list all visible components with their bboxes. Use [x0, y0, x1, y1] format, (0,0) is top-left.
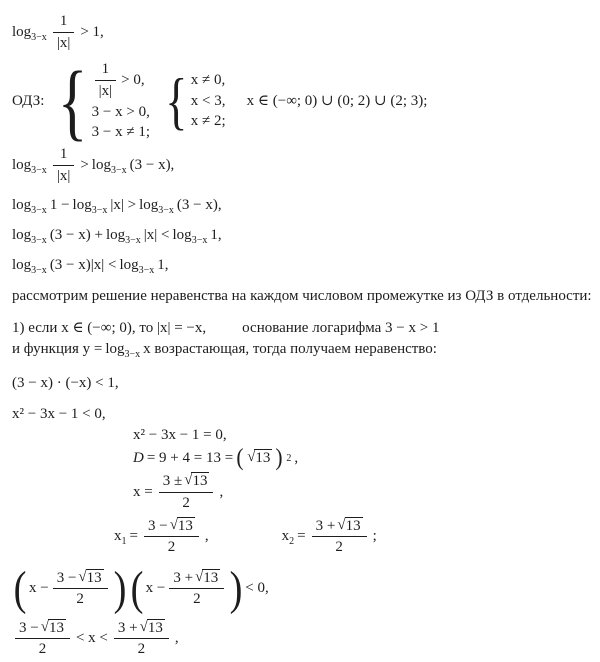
condition-row: 3 − x ≠ 1; — [91, 124, 151, 141]
fraction — [53, 569, 108, 610]
denominator: 2 — [169, 588, 224, 609]
numerator: 3 + √ 13 — [173, 568, 219, 586]
log-base: 3−x — [191, 234, 208, 246]
condition-row — [92, 60, 150, 101]
denominator: 2 — [114, 638, 169, 659]
argument: (3 − x), — [129, 156, 175, 173]
domain-conditions-row — [12, 53, 594, 149]
denominator: |x| — [53, 165, 75, 186]
log-base: 3−x — [31, 164, 47, 176]
log-term: $\log_{3-x}$ — [105, 226, 141, 246]
radical-sign: √ — [78, 568, 87, 585]
log-term: $\log_{3-x}$ — [172, 226, 208, 246]
numerator: 3 − √ 13 — [56, 568, 102, 586]
log-term: $\log_{3-x}$ — [12, 226, 47, 246]
log-difference-step: $\log_{3-x}$ 1 − $\log_{3-x}$ |x| > $\log_{3-x}$ (3 − x), — [12, 197, 222, 216]
sqrt — [78, 569, 103, 587]
case1-inequality: (3 − x) · (−x) < 1, — [12, 374, 119, 391]
fraction — [53, 145, 75, 186]
log-base: 3−x — [31, 264, 47, 276]
log-base: 3−x — [124, 348, 141, 360]
discriminant-symbol: D — [133, 450, 144, 467]
log-sum-step: $\log_{3-x}$ (3 − x) + $\log_{3-x}$ |x| < $\log_{3-x}$ 1, — [12, 226, 222, 246]
log-term: $\log_{3-x}$ — [105, 340, 141, 360]
paren-delimiter-left: ( — [130, 562, 144, 616]
log-term: $\log_{3-x}$ — [139, 197, 174, 216]
sqrt — [170, 517, 195, 535]
index: 2 — [289, 536, 295, 548]
quadratic-equation: x² − 3x − 1 = 0, — [133, 427, 227, 443]
radicand: 13 — [177, 517, 193, 534]
log-base: 3−x — [158, 205, 174, 216]
sqrt — [140, 619, 165, 637]
denominator: |x| — [53, 32, 75, 53]
case1-function-line: и функция y = $\log_{3-x}$ x возрастающая, тогда получаем неравенство: — [12, 340, 437, 360]
case1-condition-line — [12, 319, 594, 338]
inequality-tail: > 1, — [80, 23, 104, 40]
radicand: 13 — [86, 569, 102, 586]
roots-values-line — [114, 518, 594, 556]
denominator: 2 — [53, 588, 108, 609]
denominator: 2 — [159, 492, 214, 513]
denominator: 2 — [312, 536, 367, 557]
sqrt — [184, 472, 209, 490]
case1-base-note: основание логарифма 3 − x > 1 — [242, 320, 440, 336]
radical-sign: √ — [247, 449, 256, 466]
condition-system-1 — [52, 53, 151, 149]
radicand: 13 — [48, 619, 64, 636]
log-term — [12, 23, 47, 42]
log-base: 3−x — [125, 234, 141, 246]
case1-condition: 1) если x ∈ (−∞; 0), то |x| = −x, — [12, 320, 207, 336]
condition-row: 3 − x > 0, — [91, 103, 150, 120]
log-base: 3−x — [110, 164, 127, 176]
fraction — [95, 60, 117, 101]
system-rows — [191, 71, 226, 131]
relation-sign: > — [80, 156, 89, 173]
numerator: 1 — [59, 145, 68, 162]
numerator: 3 + √ 13 — [117, 618, 163, 636]
denominator: 2 — [144, 536, 199, 557]
paren-delimiter-right: ) — [275, 444, 284, 471]
radicand: 13 — [345, 517, 361, 534]
sqrt — [41, 619, 66, 637]
log-base: 3−x — [31, 205, 47, 216]
condition-system-2 — [161, 65, 226, 136]
brace-delimiter: { — [58, 53, 88, 149]
sqrt — [247, 449, 272, 467]
domain-interval: x ∈ (−∞; 0) ∪ (0; 2) ∪ (2; 3); — [246, 92, 428, 109]
denominator: 2 — [15, 638, 70, 659]
log-product-step: $\log_{3-x}$ (3 − x)|x| < $\log_{3-x}$ 1, — [12, 256, 169, 276]
radical-sign: √ — [139, 618, 148, 635]
fraction — [312, 517, 367, 558]
condition-row: x ≠ 2; — [190, 113, 226, 130]
radical-sign: √ — [195, 568, 204, 585]
factored-inequality: ( x − 3 − √ 13 2 ) ( x − 3 + √ 13 2 ) < 0, — [13, 562, 269, 616]
log-term: $\log_{3-x}$ — [72, 197, 108, 216]
numerator: 1 — [59, 12, 68, 29]
relation-sign: < x < — [75, 630, 108, 647]
log-base: 3−x — [138, 264, 155, 276]
paren-delimiter-right: ) — [113, 562, 127, 616]
case-analysis-intro: рассмотрим решение неравенства на каждом числовом промежутке из ОДЗ в отдельности: — [12, 288, 592, 305]
paren-delimiter-left: ( — [13, 562, 27, 616]
variable-with-index: $x_2$ — [281, 528, 295, 548]
quadratic-solution-block — [133, 426, 594, 513]
condition-row: x ≠ 0, — [190, 71, 226, 88]
numerator: 3 − √ 13 — [19, 618, 64, 636]
log-term: $\log_{3-x}$ — [12, 197, 47, 216]
numerator: 3 + √ 13 — [315, 516, 361, 534]
radical-sign: √ — [40, 618, 49, 635]
fraction — [144, 517, 199, 558]
radicand: 13 — [203, 569, 219, 586]
solution-interval: 3 − √ 13 2 < x < 3 + √ 13 2 , — [12, 618, 594, 660]
numerator: 1 — [101, 61, 110, 77]
roots-formula: x = 3 ± √ 13 2 , — [133, 472, 224, 512]
radicand: 13 — [255, 450, 271, 467]
log-term: $\log_{3-x}$ — [119, 256, 155, 276]
quadratic-inequality: x² − 3x − 1 < 0, — [12, 406, 106, 423]
fraction — [15, 619, 70, 660]
log-comparison-step — [12, 147, 594, 183]
log-base: 3−x — [31, 234, 47, 246]
root-2: $x_2$ = 3 + √ 13 2 ; — [281, 516, 377, 556]
system-rows — [92, 60, 150, 142]
discriminant-line: D = 9 + 4 = 13 = ( √ 13 ) 2 , — [133, 444, 299, 471]
numerator: 3 − √ 13 — [147, 516, 193, 534]
radical-sign: √ — [184, 472, 193, 489]
radicand: 13 — [147, 619, 163, 636]
denominator: |x| — [95, 80, 117, 101]
log-term: $\log_{3-x}$ — [12, 156, 47, 176]
paren-delimiter-left: ( — [236, 444, 244, 471]
brace-delimiter: { — [165, 65, 188, 136]
root-1: $x_1$ = 3 − √ 13 2 , — [114, 516, 209, 556]
condition-row: x < 3, — [190, 92, 226, 109]
radicand: 13 — [192, 473, 208, 490]
numerator: 3 ± √ 13 — [162, 472, 208, 490]
radical-sign: √ — [337, 516, 346, 533]
log-base: 3−x — [91, 205, 108, 216]
odz-label: ОДЗ: — [12, 92, 45, 109]
sqrt — [337, 517, 362, 535]
condition-tail: > 0, — [121, 71, 145, 88]
fraction — [169, 569, 224, 610]
log-term: $\log_{3-x}$ — [12, 256, 47, 276]
fraction — [53, 12, 75, 53]
initial-inequality — [12, 14, 594, 50]
fraction — [114, 619, 169, 660]
log-base: 3−x — [31, 31, 47, 43]
radical-sign: √ — [169, 516, 178, 533]
variable-with-index: $x_1$ — [114, 528, 127, 548]
index: 1 — [121, 536, 127, 548]
paren-delimiter-right: ) — [229, 562, 243, 616]
log-term: $\log_{3-x}$ — [91, 156, 127, 176]
sqrt — [195, 569, 220, 587]
fraction — [159, 472, 214, 513]
log-word: log — [12, 23, 32, 40]
